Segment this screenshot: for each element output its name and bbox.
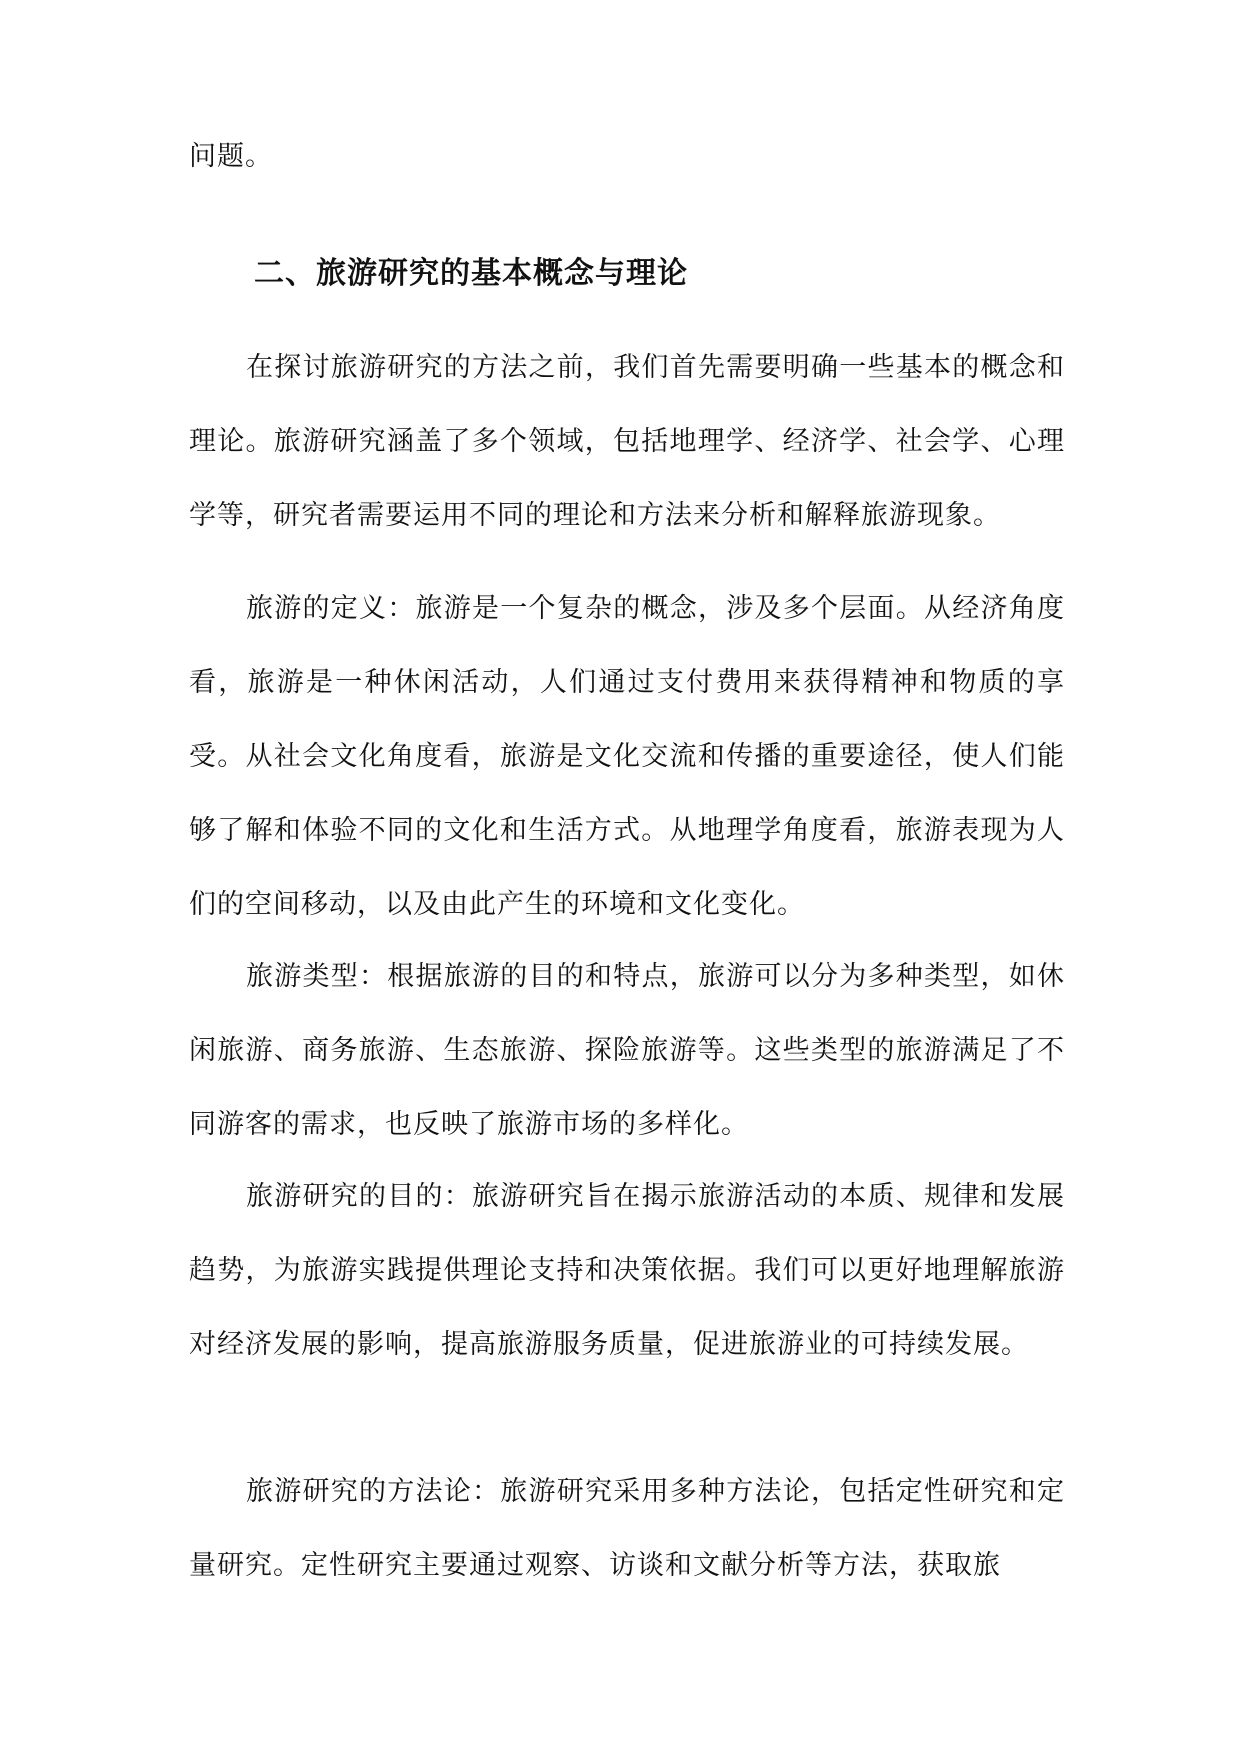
continuation-text: 问题。 <box>189 141 273 172</box>
paragraph-methodology: 旅游研究的方法论：旅游研究采用多种方法论，包括定性研究和定量研究。定性研究主要通过观察、访谈和文献分析等方法，获取旅 <box>189 1476 1065 1581</box>
paragraph-intro: 在探讨旅游研究的方法之前，我们首先需要明确一些基本的概念和理论。旅游研究涵盖了多个领域，包括地理学、经济学、社会学、心理学等，研究者需要运用不同的理论和方法来分析和解释旅游现象。 <box>189 352 1065 531</box>
paragraph-research-purpose: 旅游研究的目的：旅游研究旨在揭示旅游活动的本质、规律和发展趋势，为旅游实践提供理论支持和决策依据。我们可以更好地理解旅游对经济发展的影响，提高旅游服务质量，促进旅游业的可持续发展。 <box>189 1181 1065 1360</box>
section-heading: 二、旅游研究的基本概念与理论 <box>254 256 688 291</box>
paragraph-tourism-types: 旅游类型：根据旅游的目的和特点，旅游可以分为多种类型，如休闲旅游、商务旅游、生态旅游、探险旅游等。这些类型的旅游满足了不同游客的需求，也反映了旅游市场的多样化。 <box>189 961 1065 1140</box>
paragraph-tourism-definition: 旅游的定义：旅游是一个复杂的概念，涉及多个层面。从经济角度看，旅游是一种休闲活动，人们通过支付费用来获得精神和物质的享受。从社会文化角度看，旅游是文化交流和传播的重要途径，使人们能够了解和体验不同的文化和生活方式。从地理学角度看，旅游表现为人们的空间移动，以及由此产生的环境和文化变化。 <box>189 593 1065 920</box>
